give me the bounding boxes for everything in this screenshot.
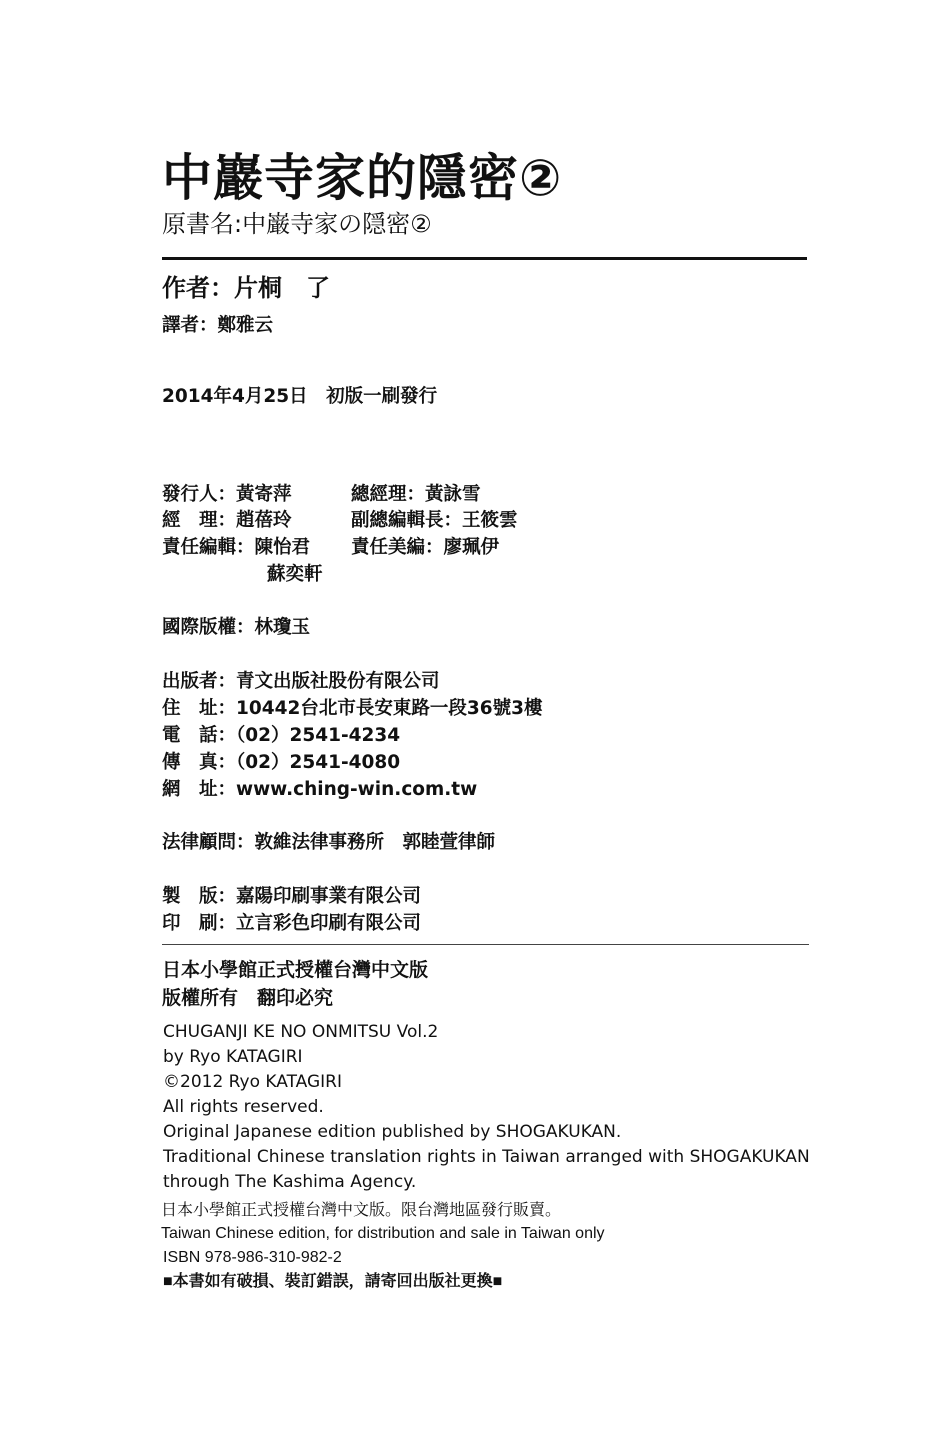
translator-line: 譯者：鄭雅云 <box>162 315 274 336</box>
rights-manager: 國際版權：林瓊玉 <box>162 617 311 638</box>
english-line: Traditional Chinese translation rights in Taiwan arranged with SHOGAKUKAN <box>163 1147 810 1167</box>
distribution-english: Taiwan Chinese edition, for distribution and sale in Taiwan only <box>161 1225 605 1242</box>
publisher-name: 出版者：青文出版社股份有限公司 <box>162 671 440 692</box>
english-line: ©2012 Ryo KATAGIRI <box>163 1072 342 1092</box>
author-line: 作者：片桐 了 <box>162 274 330 302</box>
deputy-editor-in-chief: 副總編輯長：王筱雲 <box>351 510 518 531</box>
distribution-chinese: 日本小學館正式授權台灣中文版。限台灣地區發行販賣。 <box>161 1202 562 1219</box>
isbn: ISBN 978-986-310-982-2 <box>163 1249 342 1266</box>
art-editor: 責任美編：廖珮伊 <box>351 537 500 558</box>
english-line: by Ryo KATAGIRI <box>163 1047 303 1067</box>
general-manager: 總經理：黃詠雪 <box>351 484 481 505</box>
english-line: Original Japanese edition published by SHOGAKUKAN. <box>163 1122 622 1142</box>
publish-date: 2014年4月25日 初版一刷發行 <box>162 386 438 407</box>
original-title: 原書名:中巌寺家の隠密② <box>162 210 432 238</box>
publisher-person: 發行人：黃寄萍 <box>162 484 292 505</box>
editor: 責任編輯：陳怡君 <box>162 537 311 558</box>
publisher-address: 住 址：10442台北市長安東路一段36號3樓 <box>162 698 543 719</box>
legal-advisor: 法律顧問：敦維法律事務所 郭睦萱律師 <box>162 832 496 853</box>
book-title: 中巖寺家的隱密② <box>162 149 563 207</box>
license-line: 日本小學館正式授權台灣中文版 <box>162 959 429 981</box>
publisher-website: 網 址：www.ching-win.com.tw <box>162 779 478 800</box>
english-line: through The Kashima Agency. <box>163 1172 417 1192</box>
divider-thin <box>162 944 809 945</box>
manager: 經 理：趙蓓玲 <box>162 510 292 531</box>
plate-maker: 製 版：嘉陽印刷事業有限公司 <box>162 886 422 907</box>
publisher-phone: 電 話：（02）2541-4234 <box>162 725 401 746</box>
english-line: All rights reserved. <box>163 1097 324 1117</box>
copyright-line: 版權所有 翻印必究 <box>162 987 334 1009</box>
damage-notice: ■本書如有破損、裝訂錯誤，請寄回出版社更換■ <box>163 1273 503 1290</box>
english-line: CHUGANJI KE NO ONMITSU Vol.2 <box>163 1022 439 1042</box>
printer: 印 刷：立言彩色印刷有限公司 <box>162 913 422 934</box>
publisher-fax: 傳 真：（02）2541-4080 <box>162 752 401 773</box>
divider-thick <box>162 257 807 260</box>
editor-second: 蘇奕軒 <box>267 564 323 585</box>
